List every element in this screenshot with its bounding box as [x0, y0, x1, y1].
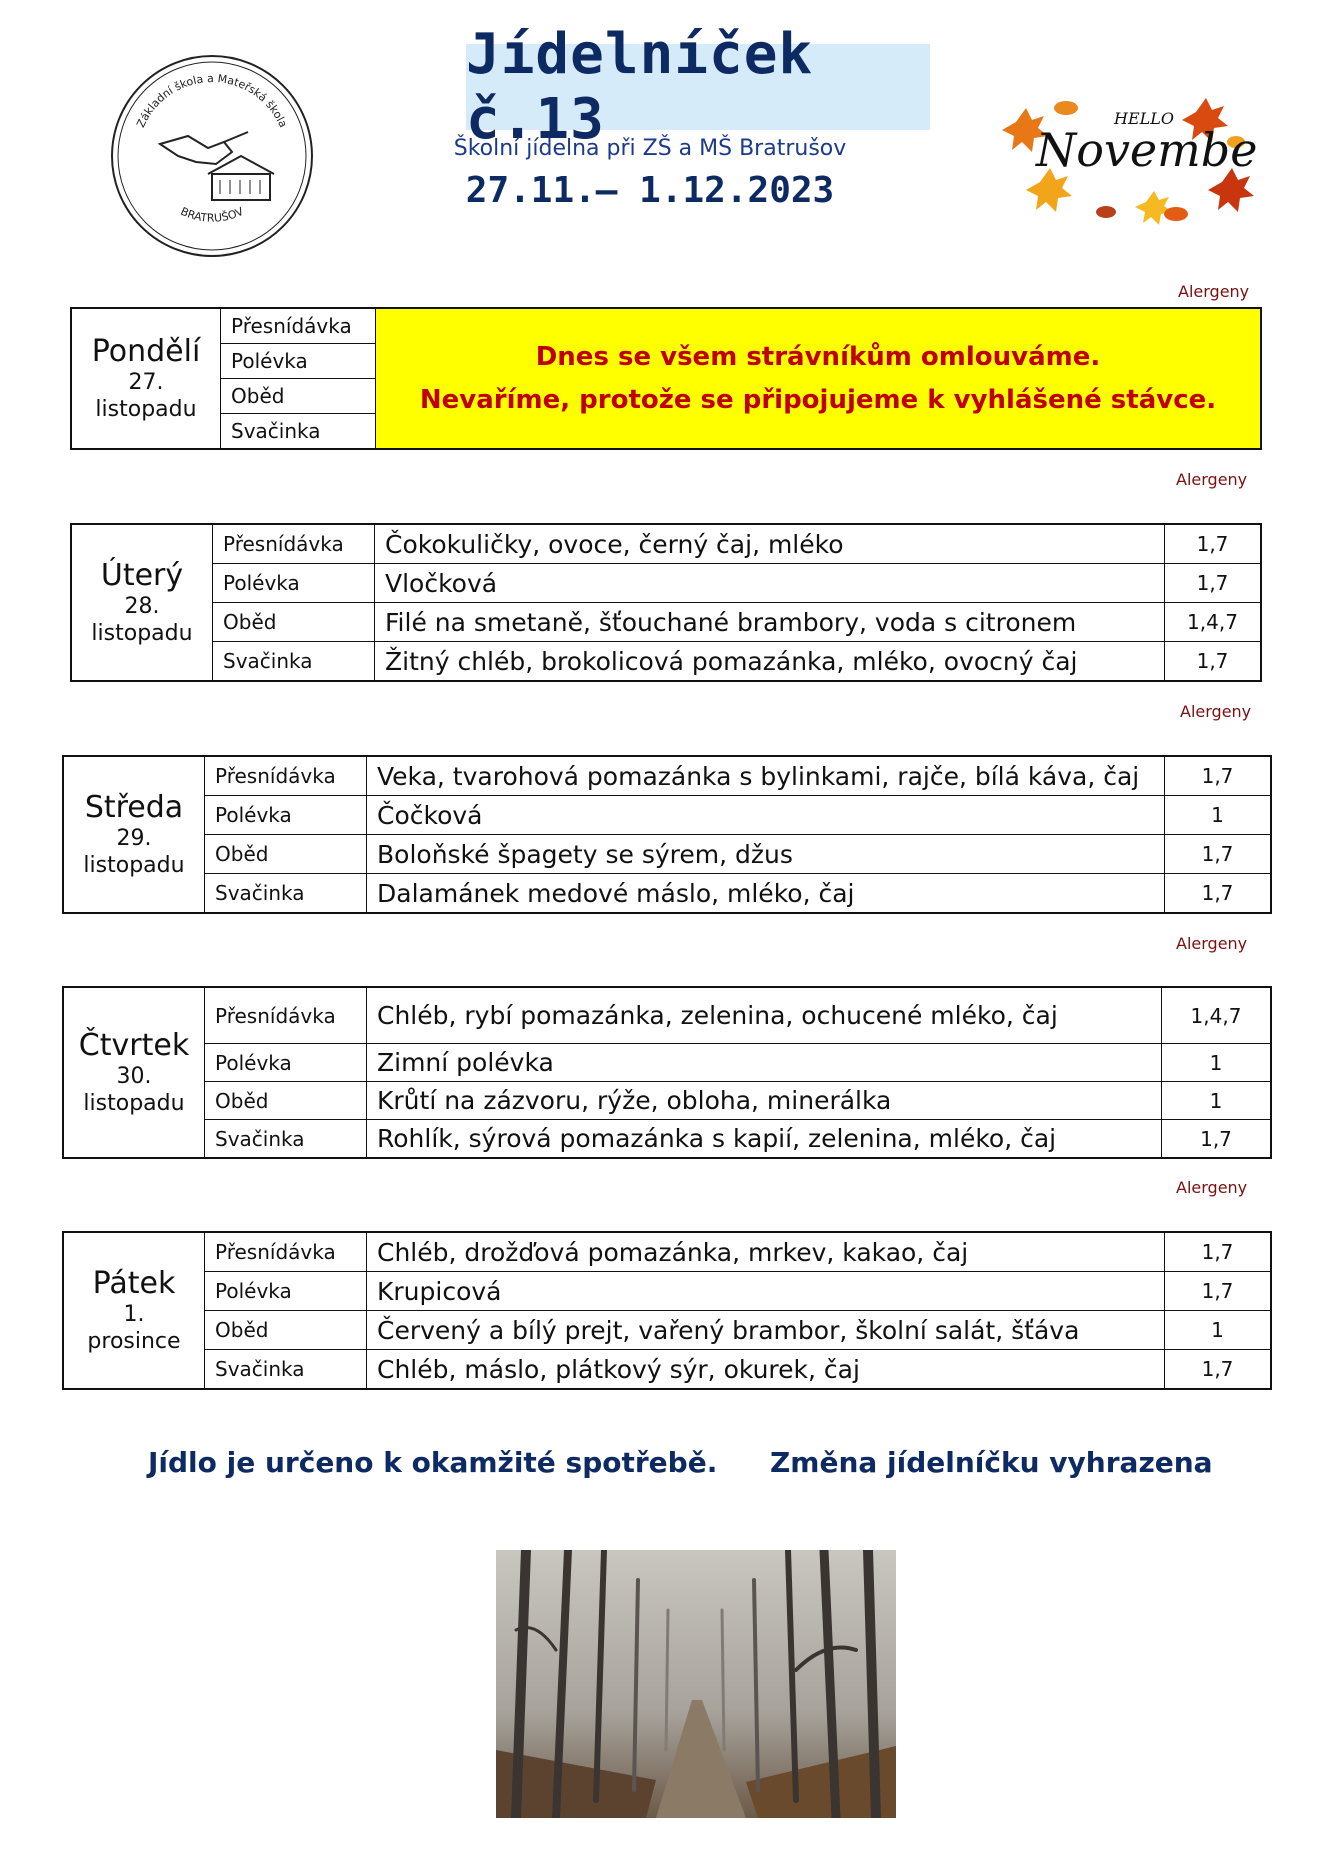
meal-row — [205, 1233, 1270, 1272]
allergens-header: Alergeny — [1180, 702, 1252, 721]
meal-allergens: 1,7 — [1196, 532, 1229, 556]
meal-row — [205, 1350, 1270, 1388]
meal-row — [213, 525, 1260, 564]
meal-name: Polévka — [205, 1044, 367, 1081]
day-name: Středa — [84, 790, 184, 826]
meal-description: Dalamánek medové máslo, mléko, čaj — [367, 874, 1165, 912]
meal-name: Svačinka — [205, 874, 367, 912]
meal-allergens: 1,7 — [1201, 764, 1234, 788]
footer-consumption-note: Jídlo je určeno k okamžité spotřebě. — [148, 1446, 718, 1479]
meal-allergens: 1,4,7 — [1190, 1003, 1242, 1028]
meal-description: Chléb, máslo, plátkový sýr, okurek, čaj — [367, 1350, 1165, 1388]
meal-name: Svačinka — [205, 1120, 367, 1157]
meal-name: Oběd — [213, 603, 375, 641]
allergens-header: Alergeny — [1178, 282, 1250, 301]
day-month: listopadu — [83, 1090, 185, 1116]
day-table-thursday — [62, 986, 1272, 1159]
meal-description: Vločková — [375, 564, 1165, 602]
meal-name: Přesnídávka — [205, 757, 367, 795]
meal-name: Polévka — [205, 1272, 367, 1310]
meal-row — [205, 1272, 1270, 1311]
day-number: 29. — [116, 826, 152, 852]
meal-allergens: 1,7 — [1196, 649, 1229, 673]
meal-allergens: 1,7 — [1200, 1126, 1232, 1151]
meal-description: Zimní polévka — [367, 1044, 1162, 1081]
day-name: Úterý — [100, 558, 184, 594]
school-logo — [108, 52, 316, 260]
day-name: Pondělí — [91, 334, 201, 370]
meal-name: Přesnídávka — [231, 314, 352, 338]
day-label — [64, 1233, 205, 1388]
meal-description: Čokokuličky, ovoce, černý čaj, mléko — [375, 525, 1165, 563]
meal-allergens: 1,7 — [1201, 842, 1234, 866]
day-name: Čtvrtek — [78, 1028, 190, 1064]
meal-allergens: 1 — [1211, 803, 1224, 827]
meal-description: Žitný chléb, brokolicová pomazánka, mléko, ovocný čaj — [375, 642, 1165, 680]
meal-name: Přesnídávka — [213, 525, 375, 563]
notice-line: Nevaříme, protože se připojujeme k vyhlášené stávce. — [419, 384, 1217, 415]
day-table-wednesday — [62, 755, 1272, 914]
meal-row — [205, 1311, 1270, 1350]
meal-description: Červený a bílý prejt, vařený brambor, školní salát, šťáva — [367, 1311, 1165, 1349]
meal-allergens: 1,7 — [1196, 571, 1229, 595]
meal-rows — [205, 757, 1270, 912]
meal-row — [205, 1120, 1270, 1157]
hello-november-decoration — [996, 82, 1256, 230]
meal-allergens: 1,7 — [1201, 1240, 1234, 1264]
meal-description: Rohlík, sýrová pomazánka s kapií, zelenina, mléko, čaj — [367, 1120, 1162, 1157]
strike-notice — [375, 309, 1260, 448]
meal-row — [205, 1082, 1270, 1120]
meal-name: Přesnídávka — [205, 988, 367, 1043]
meal-row — [205, 1044, 1270, 1082]
meal-name: Svačinka — [213, 642, 375, 680]
day-table-tuesday — [70, 523, 1262, 682]
meal-name: Přesnídávka — [205, 1233, 367, 1271]
meal-allergens: 1 — [1209, 1050, 1223, 1075]
day-number: 1. — [123, 1302, 145, 1328]
meal-rows — [205, 988, 1270, 1157]
day-label — [64, 757, 205, 912]
svg-text:BRATRUŠOV: BRATRUŠOV — [178, 204, 246, 225]
meal-allergens: 1 — [1209, 1088, 1223, 1113]
meal-description: Čočková — [367, 796, 1165, 834]
svg-text:HELLO: HELLO — [1114, 109, 1174, 128]
allergens-header: Alergeny — [1176, 934, 1248, 953]
meal-allergens: 1,7 — [1201, 1279, 1234, 1303]
day-label — [72, 525, 213, 680]
svg-text:November: November — [1036, 123, 1256, 177]
meal-row — [205, 988, 1270, 1044]
meal-rows — [205, 1233, 1270, 1388]
day-month: listopadu — [91, 620, 193, 646]
meal-description: Veka, tvarohová pomazánka s bylinkami, rajče, bílá káva, čaj — [367, 757, 1165, 795]
meal-description: Chléb, rybí pomazánka, zelenina, ochucené mléko, čaj — [367, 988, 1162, 1043]
day-month: prosince — [87, 1328, 181, 1354]
meal-name: Polévka — [205, 796, 367, 834]
day-number: 28. — [124, 594, 160, 620]
meal-name: Svačinka — [231, 419, 321, 443]
meal-row — [213, 564, 1260, 603]
meal-allergens: 1,7 — [1201, 1357, 1234, 1381]
day-label — [64, 988, 205, 1157]
day-month: listopadu — [83, 852, 185, 878]
meal-row — [213, 642, 1260, 680]
meal-description: Krupicová — [367, 1272, 1165, 1310]
meal-description: Chléb, drožďová pomazánka, mrkev, kakao, čaj — [367, 1233, 1165, 1271]
meal-description: Filé na smetaně, šťouchané brambory, voda s citronem — [375, 603, 1165, 641]
meal-allergens: 1 — [1211, 1318, 1224, 1342]
meal-names-column — [221, 309, 375, 448]
day-table-friday — [62, 1231, 1272, 1390]
meal-name: Svačinka — [205, 1350, 367, 1388]
meal-name: Polévka — [213, 564, 375, 602]
meal-name: Oběd — [205, 1082, 367, 1119]
day-month: listopadu — [95, 396, 197, 422]
footer-change-note: Změna jídelníčku vyhrazena — [770, 1446, 1213, 1479]
meal-description: Krůtí na zázvoru, rýže, obloha, minerálka — [367, 1082, 1162, 1119]
meal-row — [205, 835, 1270, 874]
meal-name: Oběd — [231, 384, 285, 408]
svg-text:Základní škola a Mateřská škol: Základní škola a Mateřská škola — [134, 71, 290, 130]
meal-name: Oběd — [205, 835, 367, 873]
day-label — [72, 309, 221, 448]
meal-rows — [213, 525, 1260, 680]
meal-row — [205, 796, 1270, 835]
date-range: 27.11.– 1.12.2023 — [465, 170, 835, 211]
foggy-forest-image — [496, 1550, 896, 1818]
day-table-monday — [70, 307, 1262, 450]
allergens-header: Alergeny — [1176, 470, 1248, 489]
notice-line: Dnes se všem strávníkům omlouváme. — [535, 341, 1101, 372]
page-subtitle: Školní jídelna při ZŠ a MŠ Bratrušov — [453, 136, 847, 161]
meal-name: Polévka — [231, 349, 308, 373]
meal-allergens: 1,4,7 — [1187, 610, 1238, 634]
meal-description: Boloňské špagety se sýrem, džus — [367, 835, 1165, 873]
day-number: 30. — [116, 1064, 152, 1090]
day-name: Pátek — [92, 1266, 176, 1302]
meal-allergens: 1,7 — [1201, 881, 1234, 905]
meal-row — [213, 603, 1260, 642]
meal-name: Oběd — [205, 1311, 367, 1349]
meal-row — [205, 874, 1270, 912]
page-title: Jídelníček č.13 — [466, 22, 814, 152]
day-number: 27. — [128, 370, 164, 396]
meal-row — [205, 757, 1270, 796]
allergens-header: Alergeny — [1176, 1178, 1248, 1197]
